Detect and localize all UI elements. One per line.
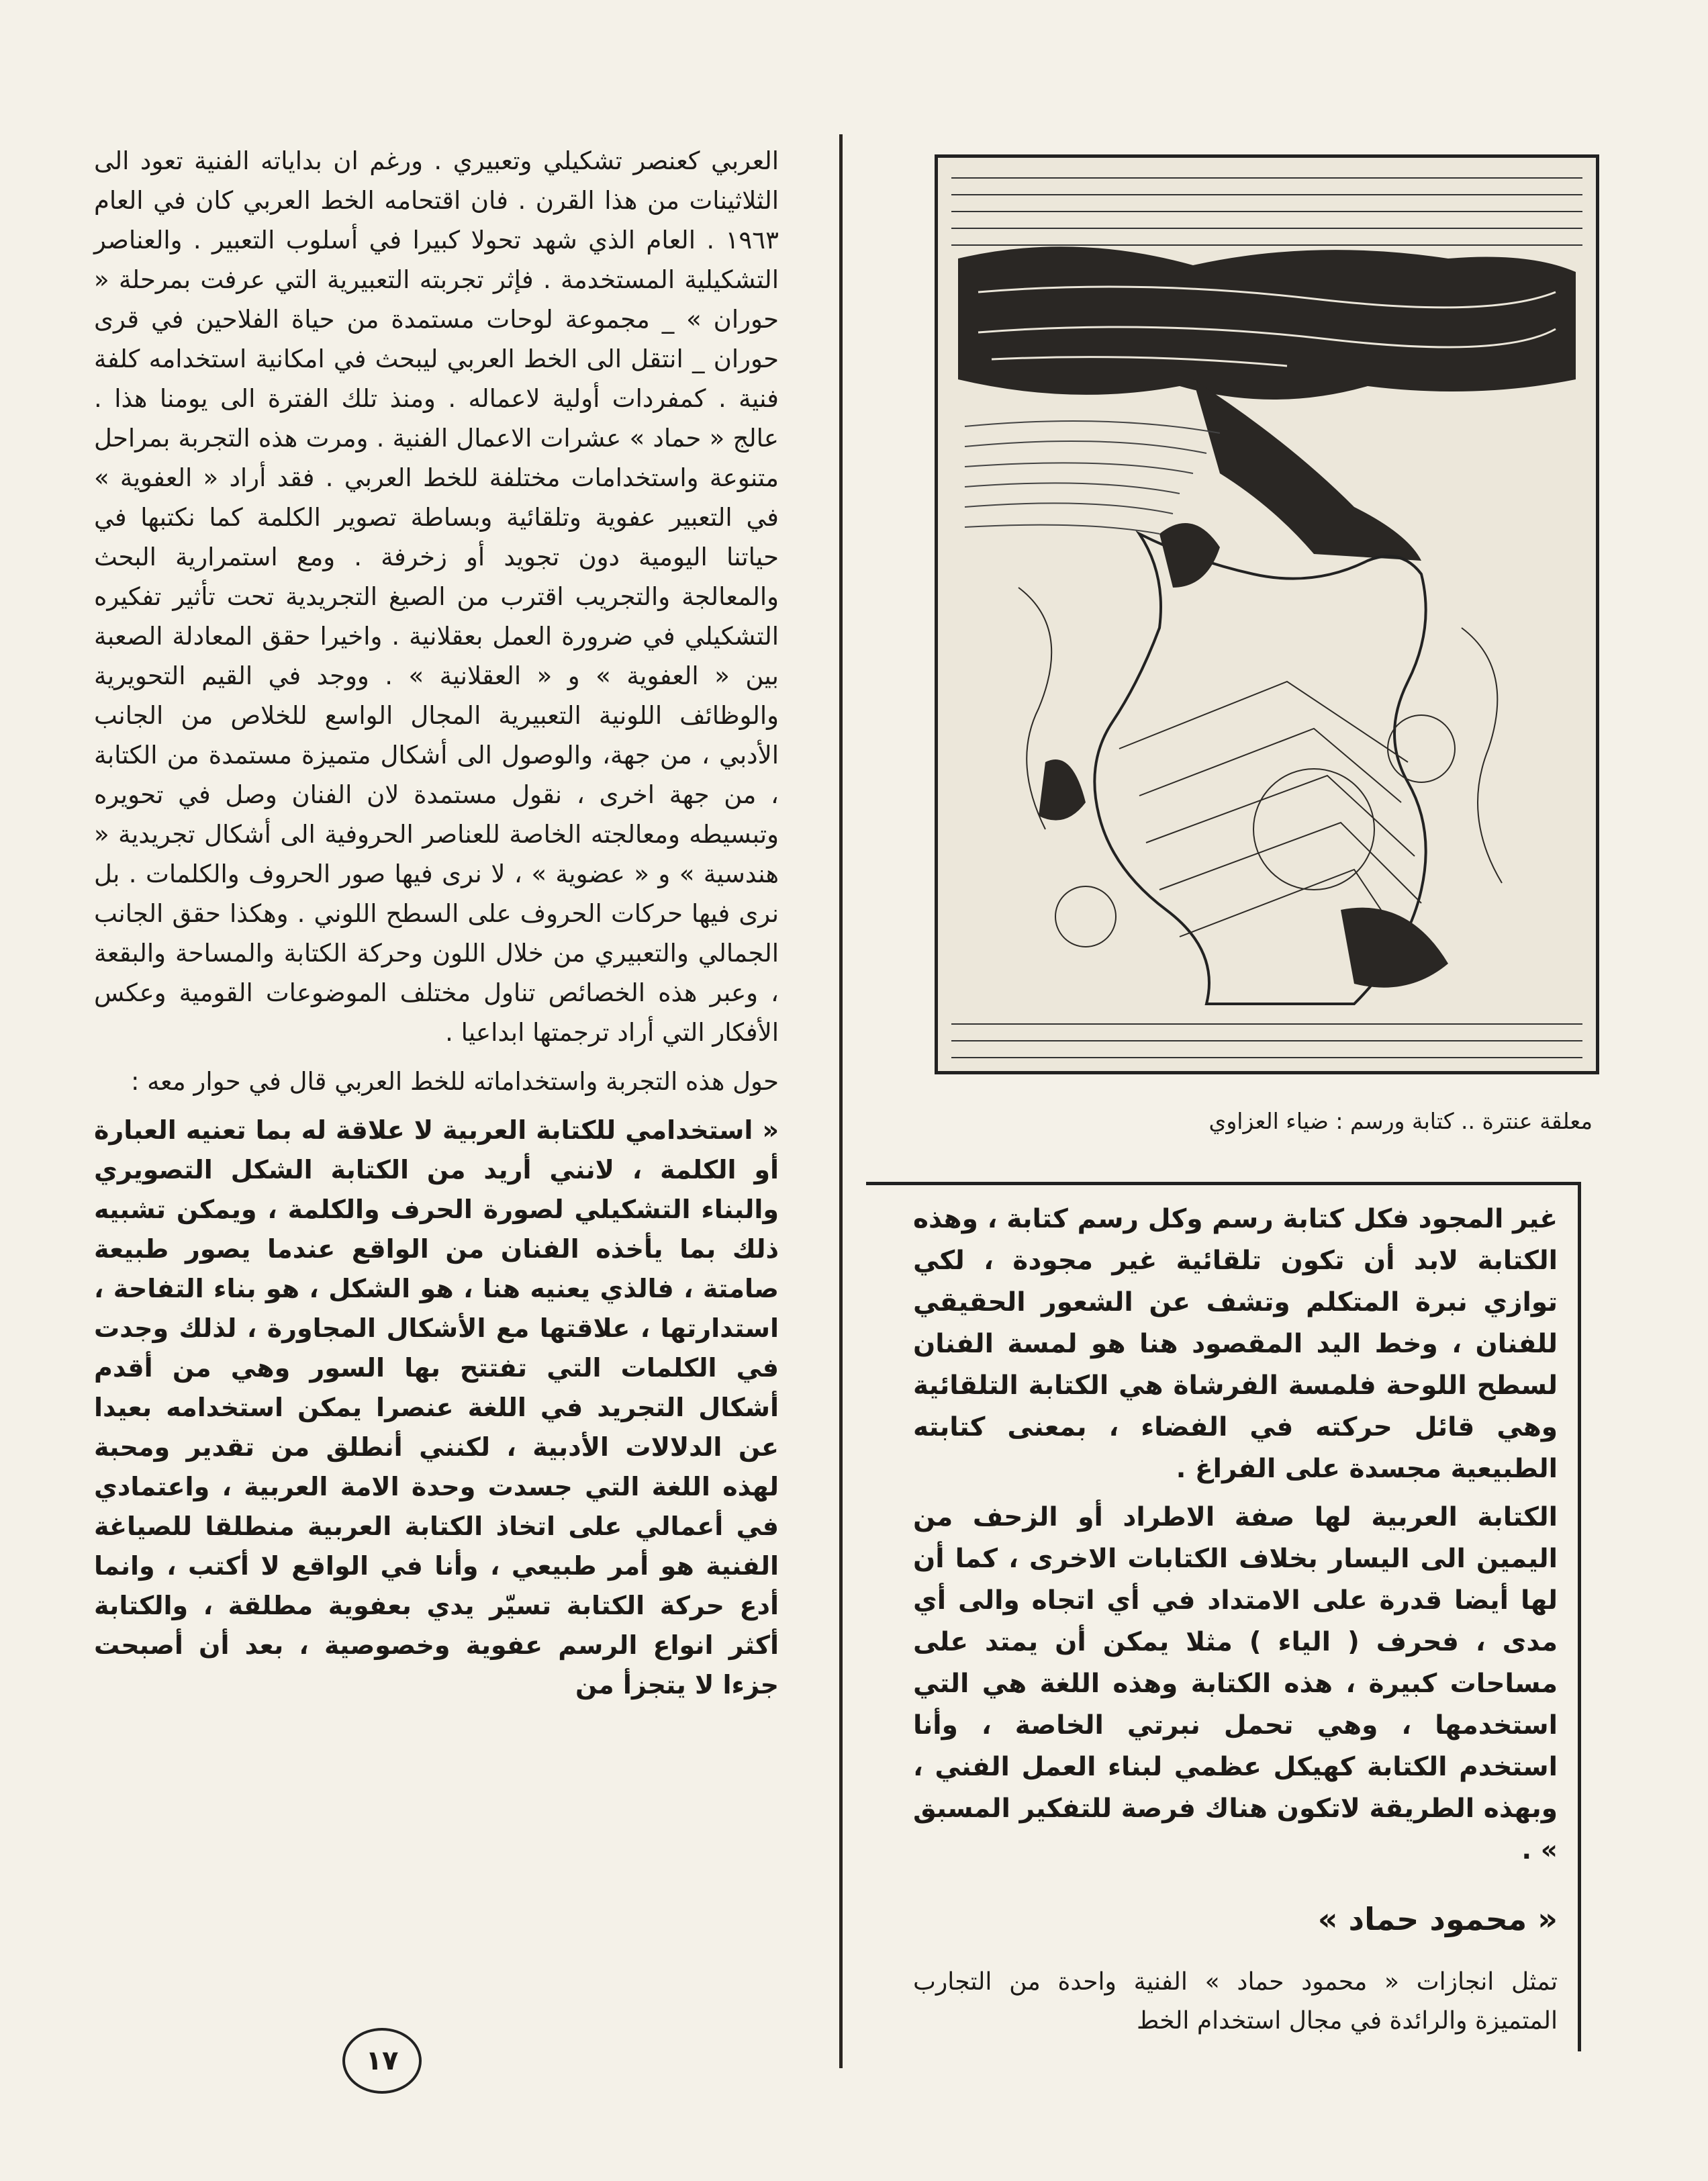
page-number: ١٧ — [342, 2028, 422, 2094]
artwork-image — [935, 154, 1599, 1074]
article-paragraph: العربي كعنصر تشكيلي وتعبيري . ورغم ان بداياته الفنية تعود الى الثلاثينات من هذا القرن . فان اقتحامه الخط العربي كان في العام ١٩٦٣ . العام الذي شهد تحولا كبيرا في أسلوب التعبير . والعناصر التشكيلية المستخدمة . فإثر تجربته التعبيرية التي عرفت بمرحلة « حوران » _ مجموعة لوحات مستمدة من حياة الفلاحين في قرى حوران _ انتقل الى الخط العربي ليبحث في امكانية استخدامه كلفة فنية . كمفردات أولية لاعماله . ومنذ تلك الفترة الى يومنا هذا . عالج « حماد » عشرات الاعمال الفنية . ومرت هذه التجربة بمراحل متنوعة واستخدامات مختلفة للخط العربي . فقد أراد « العفوية » في التعبير عفوية وتلقائية وبساطة تصوير الكلمة كما نكتبها في حياتنا اليومية دون تجويد أو زخرفة . ومع استمرارية البحث والمعالجة والتجريب اقترب من الصيغ التجريدية تحت تأثير تفكيره التشكيلي في ضرورة العمل بعقلانية . واخيرا حقق المعادلة الصعبة بين « العفوية » و « العقلانية » . ووجد في القيم التحويرية والوظائف اللونية التعبيرية المجال الواسع للخلاص من الجانب الأدبي ، من جهة، والوصول الى أشكال متميزة مستمدة من الكتابة ، من جهة اخرى ، نقول مستمدة لان الفنان وصل في تحويره وتبسيطه ومعالجته الخاصة للعناصر الحروفية الى أشكال تجريدية « هندسية » و « عضوية » ، لا نرى فيها صور الحروف والكلمات . بل نرى فيها حركات الحروف على السطح اللوني . وهكذا حقق الجانب الجمالي والتعبيري من خلال اللون وحركة الكتابة والمساحة والبقعة ، وعبر هذه الخصائص تناول مختلف الموضوعات القومية وعكس الأفكار التي أراد ترجمتها ابداعيا . — [94, 146, 779, 1047]
sidebar-paragraph: الكتابة العربية لها صفة الاطراد أو الزحف من اليمين الى اليسار بخلاف الكتابات الاخرى ، كما أن لها أيضا قدرة على الامتداد في أي اتجاه والى أي مدى ، فحرف ( الياء ) مثلا يمكن أن يمتد على مساحات كبيرة ، هذه الكتابة وهذه اللغة هي التي استخدمها ، وهي تحمل نبرتي الخاصة ، وأنا استخدم الكتابة كهيكل عظمي لبناء العمل الفني ، وبهذه الطريقة لاتكون هناك فرصة للتفكير المسبق » . — [913, 1502, 1558, 1865]
section-paragraph: تمثل انجازات « محمود حماد » الفنية واحدة من التجارب المتميزة والرائدة في مجال استخدام الخط — [913, 1968, 1558, 2035]
sidebar-text — [913, 1199, 1558, 2047]
column-divider — [839, 134, 843, 2068]
artwork-caption: معلقة عنترة .. كتابة ورسم : ضياء العزاوي — [1208, 1108, 1593, 1134]
interview-quote: « استخدامي للكتابة العربية لا علاقة له بما تعنيه العبارة أو الكلمة ، لانني أريد من الكتابة الشكل التصويري والبناء التشكيلي لصورة الحرف والكلمة ، ويمكن تشبيه ذلك بما يأخذه الفنان من الواقع عندما يصور طبيعة صامتة ، فالذي يعنيه هنا ، هو الشكل ، هو بناء التفاحة ، استدارتها ، علاقتها مع الأشكال المجاورة ، لذلك وجدت في الكلمات التي تفتتح بها السور وهي من أقدم أشكال التجريد في اللغة عنصرا يمكن استخدامه بعيدا عن الدلالات الأدبية ، لكنني أنطلق من تقدير ومحبة لهذه اللغة التي جسدت وحدة الامة العربية ، واعتمادي في أعمالي على اتخاذ الكتابة العربية منطلقا للصياغة الفنية هو أمر طبيعي ، وأنا في الواقع لا أكتب ، وانما أدع حركة الكتابة تسيّر يدي بعفوية مطلقة ، والكتابة أكثر انواع الرسم عفوية وخصوصية ، بعد أن أصبحت جزءا لا يتجزأ من — [94, 1115, 779, 1700]
section-heading: « محمود حماد » — [1317, 1901, 1558, 1937]
left-column — [94, 141, 779, 1714]
sidebar-paragraph: غير المجود فكل كتابة رسم وكل رسم كتابة ، وهذه الكتابة لابد أن تكون تلقائية غير مجودة ، لكي توازي نبرة المتكلم وتشف عن الشعور الحقيقي للفنان ، وخط اليد المقصود هنا هو لمسة الفنان لسطح اللوحة فلمسة الفرشاة هي الكتابة التلقائية وهي قائل حركته في الفضاء ، بمعنى كتابته الطبيعية مجسدة على الفراغ . — [913, 1204, 1558, 1484]
interview-intro: حول هذه التجربة واستخداماته للخط العربي قال في حوار معه : — [130, 1067, 779, 1096]
sidebar-box — [866, 1182, 1581, 2051]
